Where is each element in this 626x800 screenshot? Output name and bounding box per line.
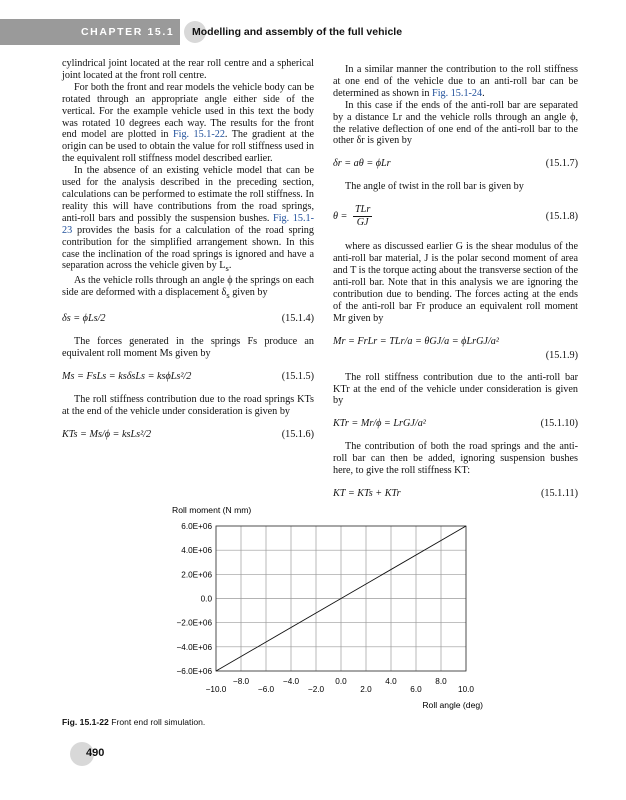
text-run: . (482, 87, 485, 99)
fraction-numerator: TLr (354, 204, 371, 216)
figure-caption (62, 717, 205, 727)
equation-text: δs = ϕLs/2 (62, 313, 106, 325)
equation-text: KT = KTs + KTr (333, 488, 401, 500)
equation-15-1-10 (333, 416, 578, 432)
equation-15-1-8 (333, 202, 578, 232)
equation-15-1-5 (62, 369, 314, 385)
x-tick-label: −6.0 (257, 685, 275, 694)
fraction (353, 204, 372, 229)
equation-text: δr = aθ = ϕLr (333, 158, 391, 170)
equation-number: (15.1.5) (281, 371, 314, 382)
fig-ref-15-1-24[interactable]: Fig. 15.1-24 (432, 87, 483, 99)
equation-number: (15.1.9) (545, 349, 578, 361)
text-run: In the absence of an existing vehicle model that can be used for the analysis described in the preceding section, calculations can be performed to estimate the roll stiffness. In reality this will have contributions from the road springs, anti-roll bars and possibly the suspension bushes. (62, 165, 314, 224)
equation-15-1-7 (333, 156, 578, 172)
equation-text: KTr = Mr/ϕ = LrGJ/a² (333, 418, 426, 430)
equation-15-1-9-number-row (333, 350, 578, 363)
equation-text: KTs = Ms/ϕ = ksLs²/2 (62, 428, 152, 440)
text-run: As the vehicle rolls through an angle ϕ the springs on each side are deformed with a displacement δ (62, 275, 314, 299)
subscript: s (225, 263, 229, 274)
y-tick-label: −2.0E+06 (176, 618, 212, 628)
x-tick-label: −4.0 (282, 677, 300, 686)
equation-number: (15.1.6) (281, 428, 314, 440)
left-paragraph-5: The forces generated in the springs Fs produce an equivalent roll moment Ms given by (62, 336, 314, 360)
x-tick-label: −8.0 (232, 677, 250, 686)
fig-ref-15-1-23[interactable]: Fig. 15.1-23 (62, 212, 314, 236)
x-tick-label: 4.0 (385, 677, 397, 686)
figure-label: Fig. 15.1-22 (62, 717, 109, 727)
x-tick-label: −2.0 (307, 685, 325, 694)
right-paragraph-6: The contribution of both the road springs and the anti-roll bar can then be added, ignoring suspension bushes here, to give the roll stiffness KT: (333, 441, 578, 477)
x-tick-label: 6.0 (410, 685, 422, 694)
y-tick-label: 4.0E+06 (181, 546, 212, 556)
y-tick-label: −4.0E+06 (176, 642, 212, 652)
x-tick-label: 10.0 (458, 685, 474, 694)
text-run: provides the basis for a calculation of the road spring contribution for the simplified arrangement shown. In this case the inclination of the road springs is ignored and have a separation across the vehicle given by L (62, 224, 314, 272)
equation-text: Mr = FrLr = TLr/a = θGJ/a = ϕLrGJ/a² (333, 335, 499, 347)
equation-number: (15.1.11) (541, 488, 578, 500)
equation-number: (15.1.4) (281, 313, 314, 325)
right-paragraph-5: The roll stiffness contribution due to the anti-roll bar KTr at the end of the vehicle under consideration is given by (333, 371, 578, 407)
equation-number: (15.1.10) (540, 418, 578, 430)
left-paragraph-4 (62, 275, 314, 302)
right-column (333, 64, 578, 502)
figure-caption-text: Front end roll simulation. (111, 717, 206, 727)
left-column (62, 58, 314, 443)
right-paragraph-2: In this case if the ends of the anti-roll bar are separated by a distance Lr and the vehicle rolls through an angle ϕ, the relative deflection of one end of the anti-roll bar to the other δr is given by (333, 99, 578, 147)
equation-15-1-9 (333, 334, 578, 350)
y-tick-label: 2.0E+06 (181, 570, 212, 580)
chapter-label: CHAPTER 15.1 (81, 26, 175, 38)
y-tick-label: 0.0 (200, 594, 212, 604)
text-run: . The gradient at the origin can be used to obtain the value for roll stiffness used in the equivalent roll stiffness model described earlier. (62, 129, 314, 165)
subscript: s (226, 290, 230, 301)
left-paragraph-3 (62, 165, 314, 275)
right-paragraph-4: where as discussed earlier G is the shear modulus of the anti-roll bar material, J is the polar second moment of area and T is the torque acting about the transverse section of the anti-roll bar. Note that in this analysis we are ignoring the contribution due to bending. The forces acting at the ends of the anti-roll bar Fr produce an equivalent roll moment Mr given by (333, 241, 578, 324)
equation-lhs: θ = (333, 211, 348, 223)
right-paragraph-3: The angle of twist in the roll bar is given by (345, 181, 524, 193)
equation-15-1-6 (62, 427, 314, 443)
left-paragraph-6: The roll stiffness contribution due to the road springs KTs at the end of the vehicle under consideration is given by (62, 394, 314, 417)
x-tick-label: 8.0 (435, 677, 447, 686)
fraction-denominator: GJ (356, 217, 369, 229)
text-run: . (228, 260, 232, 272)
text-run: given by (229, 287, 268, 299)
y-tick-label: −6.0E+06 (176, 667, 212, 676)
equation-number: (15.1.7) (545, 158, 578, 170)
roll-moment-chart (150, 500, 490, 715)
x-tick-label: 0.0 (335, 677, 347, 686)
x-tick-label: −10.0 (205, 685, 227, 694)
equation-number: (15.1.8) (545, 211, 578, 223)
page-number: 490 (86, 747, 105, 759)
equation-15-1-4 (62, 311, 314, 327)
chapter-title: Modelling and assembly of the full vehicle (192, 26, 403, 38)
left-paragraph-1: cylindrical joint located at the rear roll centre and a spherical joint located at the front roll centre. (62, 58, 314, 81)
x-axis-label: Roll angle (deg) (422, 700, 483, 710)
fig-ref-15-1-22[interactable]: Fig. 15.1-22 (172, 129, 225, 141)
text-run: For both the front and rear models the vehicle body can be rotated through an appropriate angle either side of the vertical. For the example vehicle used in this text the body was rotated 10 degrees each way. The results for the front end model are plotted in (62, 81, 314, 141)
x-tick-label: 2.0 (360, 685, 372, 694)
equation-text: Ms = FsLs = ksδsLs = ksϕLs²/2 (62, 371, 192, 382)
y-tick-label: 6.0E+06 (181, 522, 212, 531)
left-paragraph-2 (62, 82, 314, 165)
text-run: In a similar manner the contribution to the roll stiffness at one end of the vehicle due to an anti-roll bar can be determined as shown in (333, 64, 578, 99)
y-axis-label: Roll moment (N mm) (172, 505, 252, 515)
right-paragraph-1 (333, 64, 578, 100)
page-header (0, 0, 626, 44)
